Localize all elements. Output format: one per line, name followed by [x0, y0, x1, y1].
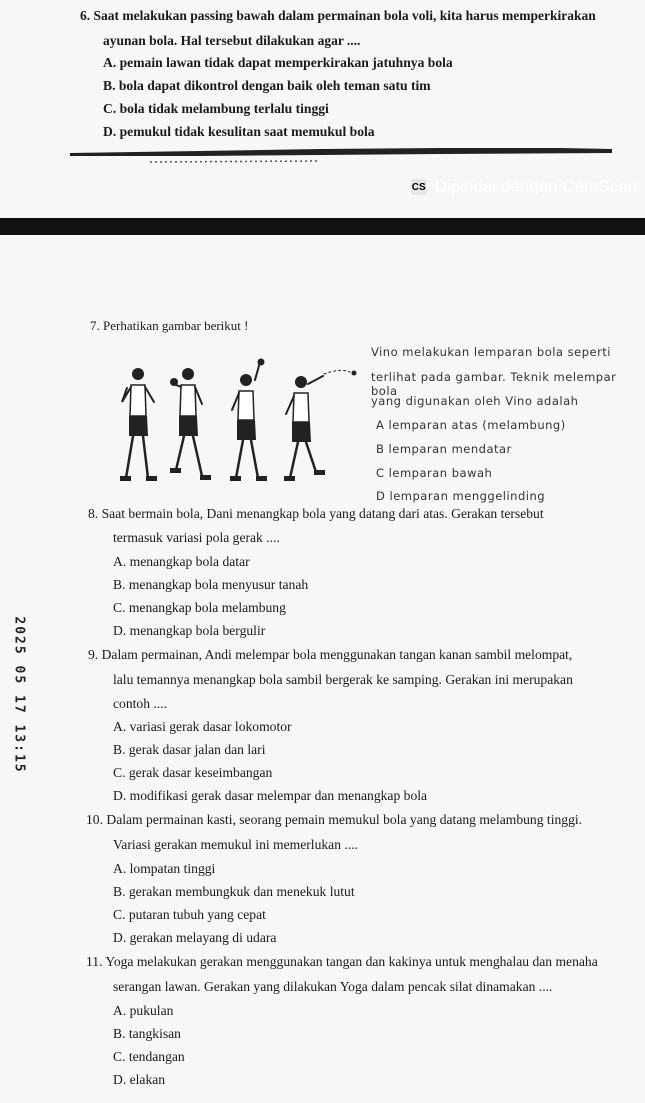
q8-text-line2: termasuk variasi pola gerak .... — [113, 530, 280, 545]
q11-option-b: B. tangkisan — [113, 1026, 181, 1041]
q8-option-d: D. menangkap bola bergulir — [113, 623, 266, 638]
q11-text-line2: serangan lawan. Gerakan yang dilakukan Yoga dalam pencak silat dinamakan .... — [113, 979, 553, 994]
paper-edge-divider — [0, 140, 645, 170]
q7-desc-line1: Vino melakukan lemparan bola seperti — [371, 345, 611, 359]
throwing-figure — [118, 358, 368, 496]
q7-option-a: A lemparan atas (melambung) — [376, 418, 566, 432]
q9-text-line2: lalu temannya menangkap bola sambil bergerak ke samping. Gerakan ini merupakan — [113, 672, 573, 687]
q9-option-a: A. variasi gerak dasar lokomotor — [113, 719, 292, 734]
q6-text-line2: ayunan bola. Hal tersebut dilakukan agar .... — [103, 33, 361, 48]
q9-option-c: C. gerak dasar keseimbangan — [113, 765, 273, 780]
q10-option-b: B. gerakan membungkuk dan menekuk lutut — [113, 884, 355, 899]
q10-option-a: A. lompatan tinggi — [113, 861, 216, 876]
q11-text-line1: 11. Yoga melakukan gerakan menggunakan tangan dan kakinya untuk menghalau dan menaha — [86, 954, 598, 969]
q6-option-b: B. bola dapat dikontrol dengan baik oleh teman satu tim — [103, 78, 431, 93]
q7-text-line1: 7. Perhatikan gambar berikut ! — [90, 318, 249, 333]
q11-option-c: C. tendangan — [113, 1049, 185, 1064]
q11-option-d: D. elakan — [113, 1072, 166, 1087]
q9-option-d: D. modifikasi gerak dasar melempar dan menangkap bola — [113, 788, 428, 803]
q10-text-line2: Variasi gerakan memukul ini memerlukan .... — [113, 837, 358, 852]
q8-option-a: A. menangkap bola datar — [113, 554, 250, 569]
scanner-band — [0, 218, 645, 235]
q8-text-line1: 8. Saat bermain bola, Dani menangkap bola yang datang dari atas. Gerakan tersebut — [88, 506, 544, 521]
q11-option-a: A. pukulan — [113, 1003, 174, 1018]
q10-text-line1: 10. Dalam permainan kasti, seorang pemain memukul bola yang datang melambung tinggi. — [86, 812, 583, 827]
q9-text-line1: 9. Dalam permainan, Andi melempar bola menggunakan tangan kanan sambil melompat, — [88, 647, 573, 662]
q9-option-b: B. gerak dasar jalan dan lari — [113, 742, 266, 757]
q7-desc-line2: terlihat pada gambar. Teknik melempar bola — [371, 370, 617, 398]
side-timestamp-text: 2025 05 17 13:15 — [11, 616, 27, 774]
q7-option-d: D lemparan menggelinding — [376, 489, 546, 503]
q7-option-b: B lemparan mendatar — [376, 442, 512, 456]
q8-option-b: B. menangkap bola menyusur tanah — [113, 577, 309, 592]
q7-desc-line3: yang digunakan oleh Vino adalah — [371, 394, 579, 408]
q10-option-c: C. putaran tubuh yang cepat — [113, 907, 266, 922]
camscanner-logo-icon: CS — [411, 179, 427, 195]
q10-option-d: D. gerakan melayang di udara — [113, 930, 277, 945]
camscanner-watermark — [411, 177, 637, 197]
side-timestamp-stamp — [8, 616, 30, 774]
q9-text-line3: contoh .... — [113, 696, 167, 711]
q8-option-c: C. menangkap bola melambung — [113, 600, 286, 615]
q6-option-a: A. pemain lawan tidak dapat memperkirakan jatuhnya bola — [103, 55, 453, 70]
camscanner-label: Dipindai dengan CamScan — [434, 177, 637, 196]
q6-option-d: D. pemukul tidak kesulitan saat memukul bola — [103, 124, 375, 139]
q6-option-c: C. bola tidak melambung terlalu tinggi — [103, 101, 329, 116]
q6-text-line1: 6. Saat melakukan passing bawah dalam permainan bola voli, kita harus memperkirakan — [80, 8, 596, 23]
q7-option-c: C lemparan bawah — [376, 466, 493, 480]
